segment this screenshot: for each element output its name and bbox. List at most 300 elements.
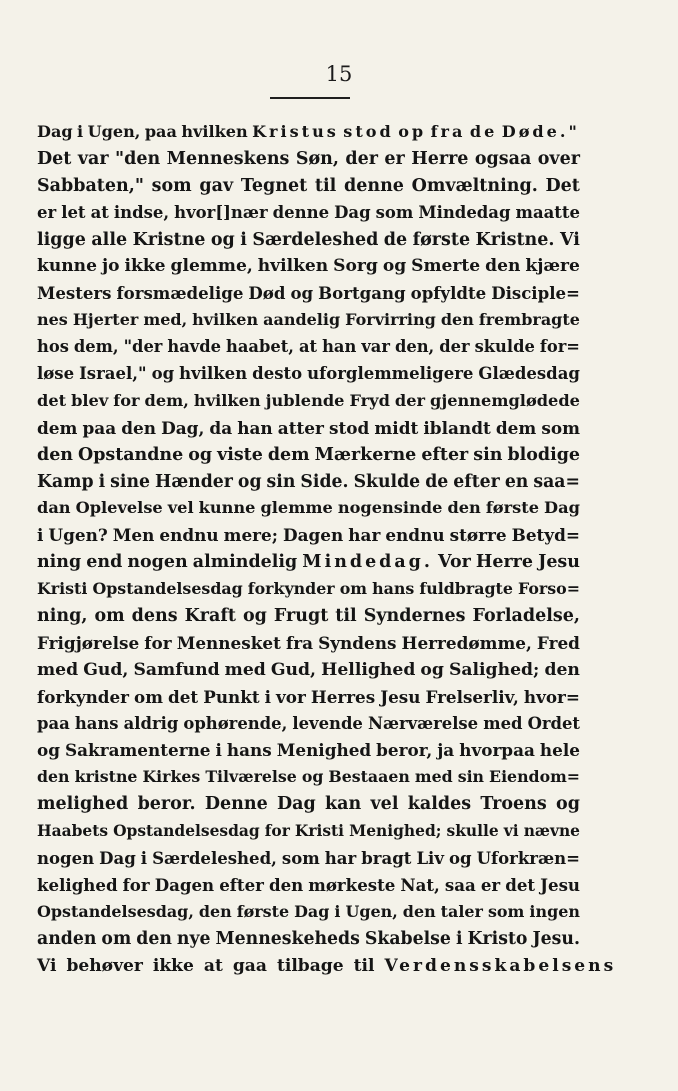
word: og [242,606,267,627]
word: Fryd [349,390,390,410]
word: hans [74,713,119,733]
word: Sorg [333,256,378,277]
word: Menighed; [349,821,442,841]
word: det [505,874,536,895]
word: hvor[]nær [174,202,268,222]
word: i [98,471,106,492]
text-line [37,872,580,899]
word: uforglemmeligere [307,364,474,384]
word: jo [101,256,120,277]
word: kunne [37,256,97,277]
text-line [37,146,580,173]
word: Det [37,148,72,169]
word: Syndens [318,632,397,653]
word: fuldbragte [419,579,513,599]
word: Smerte [411,256,481,277]
word: Gud, [83,659,129,680]
word: for [144,632,172,653]
word: Nat, [400,874,440,895]
word: med [414,767,453,787]
word: og [290,283,314,304]
word: endnu [159,525,219,546]
text-line [37,227,580,254]
word: hvilken [193,390,261,410]
word: nes [37,310,68,330]
word: Kirkes [142,767,201,787]
word: Opstandelsesdag [113,821,260,841]
word: Mærkerne [314,444,417,465]
word: forkynder [247,579,335,599]
word: ikke [124,256,166,277]
word: Mindedag. [302,552,433,573]
word: at [90,202,109,222]
word: hvilken [181,122,248,141]
word: der [439,337,470,357]
word: Uforkræn= [476,848,580,869]
word: ligge [37,229,86,250]
text-line [37,173,580,200]
word: Dagen [154,874,215,895]
word: i [77,122,84,141]
word: midt [374,417,419,438]
word: Liv [416,848,444,869]
word: gjennemglødede [430,390,580,410]
word: den [198,901,232,921]
word: Haabets [37,821,109,841]
word: han [322,337,357,357]
word: og [151,364,175,384]
word: almindelig [192,552,298,573]
word: i [240,229,247,250]
word: Vi [559,229,580,250]
text-line [37,361,580,388]
text-line [37,737,580,764]
word: taler [440,901,483,921]
word: denne [343,175,404,196]
text-line [37,818,580,845]
word: Dag [37,122,73,141]
word: og [37,740,60,761]
word: dem, [73,337,119,357]
word: nogen [127,552,188,573]
word: til [314,175,337,196]
word: Opstandelsesdag [92,579,243,599]
word: den [37,767,70,787]
word: "den [114,148,161,169]
word: det [37,390,67,410]
word: Frelserliv, [425,686,519,707]
word: Jesu [540,874,580,895]
word: let [61,202,86,222]
word: til [353,955,375,976]
word: Herres [310,686,376,707]
text-line [37,845,580,872]
word: endnu [385,525,445,546]
word: Kristne. [475,229,555,250]
word: med [37,659,79,680]
word: Opstandelsesdag, [37,901,194,921]
word: iblandt [423,417,491,438]
word: end [86,552,123,573]
word: i [140,848,148,869]
word: Dagen [283,525,344,546]
word: fra [285,632,314,653]
word: da [209,417,233,438]
word: indse, [113,202,170,222]
word: er [384,148,405,169]
word: Gud, [270,659,317,680]
word: ogsaa [474,148,532,169]
word: Skabelse [364,928,451,949]
word: med [483,713,523,733]
word: haabet, [226,337,294,357]
word: om [134,686,163,707]
word: som [375,202,414,222]
word: Dag [276,794,316,815]
word: saa= [533,471,580,492]
word: sin [457,767,485,787]
text-line [37,522,580,549]
word: i [264,686,271,707]
word: hvorpaa [459,740,535,761]
word: nye [176,928,211,949]
word: om [101,928,132,949]
word: efter [453,471,500,492]
word: for [122,874,150,895]
word: Menighed [276,740,372,761]
word: hos [37,337,69,357]
word: for= [539,337,580,357]
word: Kristne [132,229,206,250]
word: hvilken [257,256,329,277]
text-line [37,415,580,442]
word: tilbage [276,955,344,976]
word: og [210,229,235,250]
word: Sakramenterne [64,740,211,761]
word: alle [91,229,128,250]
word: Kristi [294,821,345,841]
word: Verdensskabelsens [384,955,617,976]
word: den [268,874,304,895]
word: Frigjørelse [37,632,140,653]
word: og [420,659,444,680]
word: sin [266,471,296,492]
word: at [203,955,223,976]
word: vor [276,686,306,707]
word: at [298,337,318,357]
word: den [544,659,580,680]
word: den [136,928,172,949]
word: i [455,928,463,949]
word: Dag [294,901,330,921]
word: Dag [334,202,371,222]
word: nævne [523,821,580,841]
word: "der [123,337,163,357]
word: opfyldte [410,283,487,304]
word: dens [131,606,178,627]
word: hele [539,740,580,761]
word: Jesu [538,552,580,573]
text-line [37,307,580,334]
page-number: 15 [325,62,353,86]
word: blev [71,390,109,410]
word: Jesu [380,686,421,707]
word: der [345,148,378,169]
word: dan [37,498,71,518]
word: dem [495,417,537,438]
word: om [94,606,125,627]
word: dem [37,417,78,438]
word: Punkt [203,686,260,707]
word: med [224,659,266,680]
text-line [37,603,580,630]
word: Bortgang [318,283,406,304]
word: den [485,256,521,277]
word: for [264,821,290,841]
word: over [537,148,580,169]
text-line [37,388,580,415]
word: kan [325,794,362,815]
word: og [237,471,262,492]
text-line [37,791,580,818]
word: Hænder [155,471,233,492]
word: større [449,525,507,546]
word: frembragte [478,310,580,330]
word: første [412,229,471,250]
text-line [37,280,580,307]
word: viste [217,444,263,465]
word: var [77,148,109,169]
word: Nærværelse [367,713,479,733]
word: beror, [376,740,433,761]
text-line [37,684,580,711]
word: Skulde [353,471,421,492]
word: Bestaaen [328,767,410,787]
word: Jesu. [532,928,580,949]
word: ja [437,740,455,761]
word: saa [444,874,476,895]
word: løse [37,364,75,384]
word: paa [37,713,70,733]
word: beror. [137,794,196,815]
word: Kamp [37,471,94,492]
word: Kristi [37,579,88,599]
word: for [113,390,140,410]
word: Menneskeheds [215,928,360,949]
word: Dag, [161,417,205,438]
word: gaa [232,955,267,976]
word: denne [272,202,330,222]
word: Kraft [184,606,236,627]
word: Betyd= [511,525,580,546]
text-line [37,630,580,657]
word: Det [545,175,580,196]
word: anden [37,928,97,949]
word: var [361,337,390,357]
word: glemme [260,498,333,518]
word: en [504,471,529,492]
word: første [485,498,540,518]
word: stod [328,417,370,438]
word: Søn, [295,148,339,169]
word: jublende [265,390,345,410]
word: til [335,606,357,627]
word: dem [267,444,310,465]
header-rule [270,97,350,99]
word: Mennesket [176,632,281,653]
word: bragt [361,848,412,869]
word: Forso= [517,579,580,599]
word: i [334,901,341,921]
text-line [37,334,580,361]
word: kristne [74,767,138,787]
word: der [394,390,426,410]
word: Hellighed [321,659,416,680]
word: op [398,122,427,141]
word: Herre [475,552,533,573]
word: Disciple= [491,283,580,304]
word: Syndernes [363,606,466,627]
word: den [402,901,436,921]
word: de [383,229,408,250]
word: maatte [515,202,580,222]
word: forsmædelige [116,283,244,304]
word: den [440,310,474,330]
word: glemme, [170,256,253,277]
word: Israel," [79,364,147,384]
text-line [37,469,580,496]
word: vel [167,498,194,518]
word: blodige [507,444,580,465]
word: desto [252,364,303,384]
word: Tegnet [240,175,308,196]
word: Vi [37,955,57,976]
word: aandelig [263,310,341,330]
word: skulde [474,337,535,357]
word: Forladelse, [472,606,580,627]
word: Denne [204,794,268,815]
word: Side. [300,471,349,492]
word: hans [226,740,272,761]
word: har [324,848,357,869]
word: de [469,122,498,141]
word: Kristo [467,928,528,949]
word: paa [82,417,117,438]
word: den [447,498,481,518]
word: mere; [223,525,278,546]
word: det [168,686,199,707]
word: han [237,417,273,438]
word: Forvirring [345,310,436,330]
text-line [37,200,580,227]
word: Ordet [527,713,580,733]
word: gav [199,175,234,196]
word: Menneskens [166,148,290,169]
word: hvilken [192,310,259,330]
word: som [541,417,580,438]
word: Men [112,525,155,546]
word: og [188,444,213,465]
word: Herredømme, [401,632,532,653]
word: Særdeleshed [252,229,379,250]
word: skulle [446,821,499,841]
word: Mindedag [418,202,511,222]
word: Død [248,283,286,304]
word: Særdeleshed, [152,848,277,869]
text-line [37,576,580,603]
word: ning [37,552,82,573]
word: hvor= [523,686,580,707]
text-line [37,711,580,738]
text-line [37,764,580,791]
word: nogensinde [337,498,443,518]
word: har [348,525,381,546]
word: hvilken [179,364,248,384]
text-line [37,657,580,684]
word: aldrig [123,713,179,733]
word: Dag [544,498,580,518]
word: kjære [525,256,580,277]
word: mørkeste [308,874,396,895]
word: efter [219,874,264,895]
word: ning, [37,606,88,627]
word: er [480,874,501,895]
word: og [301,767,324,787]
word: Samfund [133,659,220,680]
word: den, [394,337,435,357]
text-line [37,495,580,522]
word: første [236,901,290,921]
word: Oplevelse [75,498,163,518]
word: havde [167,337,222,357]
word: kunne [198,498,256,518]
word: ikke [152,955,194,976]
word: Ugen, [87,122,141,141]
word: Glædesdag [478,364,580,384]
word: som [151,175,192,196]
word: Frugt [273,606,329,627]
word: Kristus [252,122,339,141]
text-line [37,253,580,280]
word: med, [143,310,188,330]
word: dem, [144,390,189,410]
word: vel [370,794,399,815]
word: i [37,525,44,546]
text-line [37,926,580,953]
word: Omvæltning. [411,175,538,196]
word: og [448,848,472,869]
word: ingen [529,901,580,921]
word: Tilværelse [205,767,297,787]
word: hans [372,579,415,599]
word: Vor [438,552,471,573]
word: den [121,417,157,438]
word: sin [473,444,503,465]
word: og [382,256,407,277]
word: de [425,471,449,492]
word: Herre [411,148,469,169]
word: Ugen, [345,901,398,921]
word: nogen [37,848,95,869]
word: om [339,579,368,599]
word: Salighed; [448,659,540,680]
word: sine [110,471,150,492]
word: atter [277,417,324,438]
text-line [37,549,580,576]
word: forkynder [37,686,129,707]
word: stod [343,122,394,141]
word: vi [503,821,519,841]
